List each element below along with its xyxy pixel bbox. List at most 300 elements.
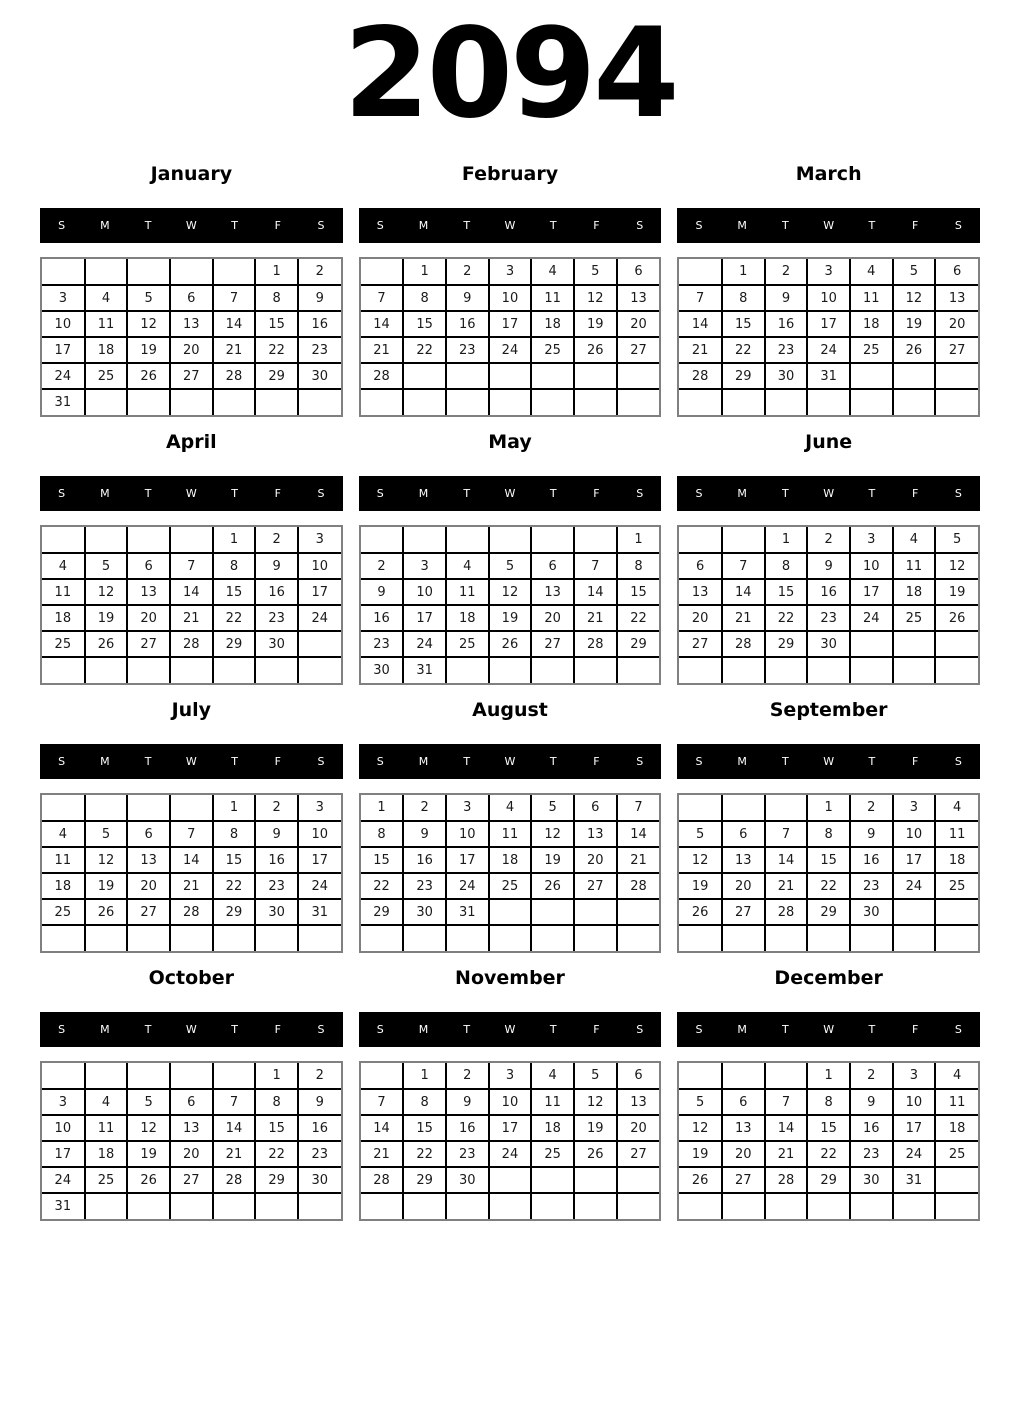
weekday-label: S <box>636 219 644 232</box>
day-cell: 5 <box>935 527 978 553</box>
empty-day-cell <box>893 899 936 925</box>
day-cell: 12 <box>935 553 978 579</box>
week-row <box>361 285 660 311</box>
day-cell: 23 <box>361 631 404 657</box>
empty-day-cell <box>807 389 850 415</box>
empty-day-cell <box>679 1063 722 1089</box>
month-title: April <box>165 431 217 453</box>
day-cell: 21 <box>213 337 256 363</box>
weekday-label: S <box>954 1023 962 1036</box>
day-cell: 8 <box>213 553 256 579</box>
empty-day-cell <box>85 1063 128 1089</box>
day-cell: 7 <box>361 285 404 311</box>
day-cell: 22 <box>722 337 765 363</box>
empty-day-cell <box>531 657 574 683</box>
month-april <box>40 430 343 685</box>
empty-day-cell <box>765 795 808 821</box>
day-cell: 19 <box>127 1141 170 1167</box>
day-cell: 14 <box>679 311 722 337</box>
day-cell: 24 <box>893 1141 936 1167</box>
empty-day-cell <box>765 1193 808 1219</box>
week-row <box>42 259 341 285</box>
day-cell: 11 <box>531 285 574 311</box>
weekday-label: T <box>868 755 876 768</box>
week-row <box>679 311 978 337</box>
week-row <box>679 821 978 847</box>
day-cell: 11 <box>850 285 893 311</box>
weekday-label: T <box>463 755 471 768</box>
day-cell: 23 <box>446 337 489 363</box>
month-grid <box>359 525 662 685</box>
weekday-label: T <box>549 1023 557 1036</box>
empty-day-cell <box>42 1063 85 1089</box>
week-row <box>679 605 978 631</box>
day-cell: 5 <box>127 1089 170 1115</box>
day-cell: 31 <box>42 389 85 415</box>
day-cell: 9 <box>255 553 298 579</box>
empty-day-cell <box>170 1193 213 1219</box>
day-cell: 31 <box>403 657 446 683</box>
weekday-header <box>40 208 343 243</box>
day-cell: 20 <box>935 311 978 337</box>
empty-day-cell <box>85 657 128 683</box>
day-cell: 23 <box>255 605 298 631</box>
empty-day-cell <box>531 925 574 951</box>
day-cell: 30 <box>255 631 298 657</box>
day-cell: 9 <box>361 579 404 605</box>
day-cell: 31 <box>446 899 489 925</box>
day-cell: 1 <box>403 259 446 285</box>
day-cell: 12 <box>85 579 128 605</box>
calendar-table <box>679 795 978 951</box>
day-cell: 13 <box>722 847 765 873</box>
month-title: September <box>769 699 888 721</box>
day-cell: 11 <box>935 821 978 847</box>
weekday-label: S <box>376 219 384 232</box>
day-cell: 10 <box>489 285 532 311</box>
day-cell: 24 <box>403 631 446 657</box>
day-cell: 30 <box>765 363 808 389</box>
day-cell: 7 <box>170 821 213 847</box>
day-cell: 8 <box>807 821 850 847</box>
day-cell: 14 <box>765 847 808 873</box>
day-cell: 8 <box>807 1089 850 1115</box>
weekday-label: S <box>58 755 66 768</box>
weekday-label: W <box>504 1023 516 1036</box>
day-cell: 19 <box>893 311 936 337</box>
day-cell: 21 <box>170 873 213 899</box>
day-cell: 3 <box>298 795 341 821</box>
weekday-label: W <box>823 219 835 232</box>
day-cell: 20 <box>617 311 660 337</box>
day-cell: 5 <box>574 259 617 285</box>
month-august <box>359 698 662 953</box>
day-cell: 5 <box>679 821 722 847</box>
day-cell: 20 <box>531 605 574 631</box>
day-cell: 12 <box>85 847 128 873</box>
weekday-header <box>40 1012 343 1047</box>
empty-day-cell <box>446 363 489 389</box>
day-cell: 16 <box>255 847 298 873</box>
day-cell: 7 <box>722 553 765 579</box>
empty-day-cell <box>574 657 617 683</box>
day-cell: 26 <box>85 899 128 925</box>
empty-day-cell <box>765 925 808 951</box>
day-cell: 30 <box>807 631 850 657</box>
week-row <box>361 527 660 553</box>
day-cell: 21 <box>361 337 404 363</box>
empty-day-cell <box>403 389 446 415</box>
day-cell: 7 <box>617 795 660 821</box>
empty-day-cell <box>298 389 341 415</box>
day-cell: 5 <box>127 285 170 311</box>
weekday-label: S <box>695 219 703 232</box>
day-cell: 18 <box>85 337 128 363</box>
day-cell: 11 <box>85 1115 128 1141</box>
empty-day-cell <box>722 1193 765 1219</box>
day-cell: 29 <box>255 363 298 389</box>
day-cell: 3 <box>893 1063 936 1089</box>
day-cell: 28 <box>213 1167 256 1193</box>
month-title: February <box>461 163 559 185</box>
day-cell: 9 <box>403 821 446 847</box>
week-row <box>361 363 660 389</box>
month-may <box>359 430 662 685</box>
weekday-label: S <box>695 755 703 768</box>
day-cell: 14 <box>361 1115 404 1141</box>
weekday-label: T <box>463 219 471 232</box>
day-cell: 17 <box>893 847 936 873</box>
month-july <box>40 698 343 953</box>
weekday-label: T <box>868 1023 876 1036</box>
day-cell: 27 <box>170 1167 213 1193</box>
day-cell: 13 <box>531 579 574 605</box>
day-cell: 3 <box>850 527 893 553</box>
empty-day-cell <box>935 363 978 389</box>
weekday-label: F <box>911 1023 919 1036</box>
empty-day-cell <box>42 657 85 683</box>
day-cell: 27 <box>935 337 978 363</box>
empty-day-cell <box>213 925 256 951</box>
month-september <box>677 698 980 953</box>
weekday-label: F <box>911 219 919 232</box>
empty-day-cell <box>722 925 765 951</box>
day-cell: 8 <box>213 821 256 847</box>
week-row <box>361 259 660 285</box>
day-cell: 9 <box>446 285 489 311</box>
day-cell: 30 <box>446 1167 489 1193</box>
empty-day-cell <box>170 795 213 821</box>
year-title: 2094 <box>343 2 677 146</box>
empty-day-cell <box>935 389 978 415</box>
day-cell: 24 <box>446 873 489 899</box>
day-cell: 9 <box>446 1089 489 1115</box>
day-cell: 22 <box>765 605 808 631</box>
weekday-label: M <box>737 1023 747 1036</box>
day-cell: 23 <box>850 1141 893 1167</box>
weekday-label: W <box>185 1023 197 1036</box>
month-grid <box>359 793 662 953</box>
day-cell: 28 <box>213 363 256 389</box>
weekday-label: T <box>549 219 557 232</box>
empty-day-cell <box>361 389 404 415</box>
day-cell: 15 <box>213 847 256 873</box>
empty-day-cell <box>935 631 978 657</box>
day-cell: 12 <box>679 1115 722 1141</box>
day-cell: 21 <box>574 605 617 631</box>
day-cell: 31 <box>42 1193 85 1219</box>
day-cell: 28 <box>170 631 213 657</box>
weekday-header <box>359 1012 662 1047</box>
day-cell: 22 <box>255 1141 298 1167</box>
week-row <box>361 1141 660 1167</box>
weekday-label: W <box>823 1023 835 1036</box>
day-cell: 14 <box>361 311 404 337</box>
day-cell: 30 <box>255 899 298 925</box>
week-row <box>679 1141 978 1167</box>
calendar-table <box>679 259 978 415</box>
day-cell: 7 <box>213 285 256 311</box>
weekday-label: W <box>504 219 516 232</box>
empty-day-cell <box>850 363 893 389</box>
week-row <box>361 1089 660 1115</box>
weekday-label: S <box>636 487 644 500</box>
day-cell: 21 <box>765 1141 808 1167</box>
day-cell: 16 <box>850 847 893 873</box>
day-cell: 28 <box>765 899 808 925</box>
day-cell: 9 <box>765 285 808 311</box>
month-october <box>40 966 343 1221</box>
week-row <box>679 657 978 683</box>
empty-day-cell <box>489 1167 532 1193</box>
day-cell: 4 <box>446 553 489 579</box>
weekday-label: S <box>695 487 703 500</box>
empty-day-cell <box>807 925 850 951</box>
day-cell: 30 <box>361 657 404 683</box>
week-row <box>679 337 978 363</box>
day-cell: 6 <box>722 821 765 847</box>
calendar-table <box>42 1063 341 1219</box>
week-row <box>679 899 978 925</box>
day-cell: 13 <box>170 1115 213 1141</box>
day-cell: 1 <box>255 1063 298 1089</box>
week-row <box>361 1115 660 1141</box>
weekday-header <box>40 744 343 779</box>
empty-day-cell <box>531 527 574 553</box>
day-cell: 20 <box>574 847 617 873</box>
weekday-label: T <box>463 487 471 500</box>
week-row <box>361 605 660 631</box>
day-cell: 7 <box>765 1089 808 1115</box>
empty-day-cell <box>255 1193 298 1219</box>
empty-day-cell <box>893 925 936 951</box>
weekday-label: F <box>593 1023 600 1036</box>
day-cell: 17 <box>807 311 850 337</box>
day-cell: 16 <box>765 311 808 337</box>
day-cell: 10 <box>42 1115 85 1141</box>
month-grid <box>40 793 343 953</box>
weekday-label: T <box>231 1023 238 1036</box>
week-row <box>361 1167 660 1193</box>
empty-day-cell <box>85 259 128 285</box>
weekday-label: S <box>376 487 384 500</box>
day-cell: 12 <box>893 285 936 311</box>
day-cell: 27 <box>722 899 765 925</box>
day-cell: 1 <box>403 1063 446 1089</box>
day-cell: 3 <box>489 259 532 285</box>
weekday-header <box>359 208 662 243</box>
empty-day-cell <box>679 657 722 683</box>
empty-day-cell <box>255 389 298 415</box>
day-cell: 29 <box>213 899 256 925</box>
day-cell: 2 <box>850 1063 893 1089</box>
empty-day-cell <box>765 1063 808 1089</box>
empty-day-cell <box>42 259 85 285</box>
weekday-label: M <box>418 219 429 232</box>
day-cell: 16 <box>298 1115 341 1141</box>
day-cell: 1 <box>807 795 850 821</box>
day-cell: 27 <box>574 873 617 899</box>
empty-day-cell <box>617 1167 660 1193</box>
week-row <box>679 1193 978 1219</box>
day-cell: 14 <box>213 311 256 337</box>
empty-day-cell <box>850 389 893 415</box>
weekday-label: M <box>100 755 110 768</box>
week-row <box>42 1141 341 1167</box>
month-grid <box>40 257 343 417</box>
day-cell: 9 <box>850 821 893 847</box>
day-cell: 15 <box>403 311 446 337</box>
month-february <box>359 162 662 417</box>
week-row <box>42 873 341 899</box>
weekday-label: W <box>823 755 835 768</box>
week-row <box>42 631 341 657</box>
week-row <box>361 657 660 683</box>
weekday-label: T <box>231 487 238 500</box>
day-cell: 17 <box>489 311 532 337</box>
week-row <box>679 631 978 657</box>
day-cell: 4 <box>531 259 574 285</box>
day-cell: 22 <box>403 1141 446 1167</box>
day-cell: 14 <box>722 579 765 605</box>
weekday-label: W <box>504 487 516 500</box>
empty-day-cell <box>127 389 170 415</box>
day-cell: 19 <box>85 605 128 631</box>
empty-day-cell <box>213 259 256 285</box>
day-cell: 29 <box>807 899 850 925</box>
day-cell: 19 <box>127 337 170 363</box>
weekday-label: T <box>782 219 789 232</box>
weekday-label: S <box>954 755 962 768</box>
day-cell: 19 <box>574 311 617 337</box>
day-cell: 6 <box>127 821 170 847</box>
empty-day-cell <box>85 925 128 951</box>
week-row <box>42 899 341 925</box>
empty-day-cell <box>361 925 404 951</box>
month-grid <box>40 525 343 685</box>
weekday-header <box>677 476 980 511</box>
weekday-label: F <box>593 219 600 232</box>
empty-day-cell <box>170 925 213 951</box>
day-cell: 18 <box>935 847 978 873</box>
day-cell: 6 <box>935 259 978 285</box>
day-cell: 14 <box>213 1115 256 1141</box>
day-cell: 17 <box>42 337 85 363</box>
empty-day-cell <box>935 1193 978 1219</box>
day-cell: 14 <box>617 821 660 847</box>
empty-day-cell <box>213 1063 256 1089</box>
day-cell: 30 <box>850 1167 893 1193</box>
day-cell: 20 <box>722 1141 765 1167</box>
empty-day-cell <box>127 925 170 951</box>
empty-day-cell <box>765 389 808 415</box>
day-cell: 23 <box>298 337 341 363</box>
empty-day-cell <box>170 657 213 683</box>
empty-day-cell <box>446 1193 489 1219</box>
month-title: January <box>150 163 233 185</box>
week-row <box>42 657 341 683</box>
month-title: November <box>455 967 565 989</box>
weekday-label: W <box>185 755 197 768</box>
day-cell: 31 <box>807 363 850 389</box>
day-cell: 25 <box>446 631 489 657</box>
week-row <box>42 337 341 363</box>
day-cell: 10 <box>807 285 850 311</box>
empty-day-cell <box>850 657 893 683</box>
day-cell: 12 <box>127 311 170 337</box>
empty-day-cell <box>489 527 532 553</box>
empty-day-cell <box>850 925 893 951</box>
empty-day-cell <box>170 1063 213 1089</box>
day-cell: 8 <box>255 1089 298 1115</box>
day-cell: 11 <box>489 821 532 847</box>
week-row <box>42 1063 341 1089</box>
empty-day-cell <box>361 1063 404 1089</box>
weekday-label: T <box>231 219 238 232</box>
day-cell: 18 <box>42 873 85 899</box>
empty-day-cell <box>850 1193 893 1219</box>
weekday-label: F <box>274 219 281 232</box>
weekday-label: W <box>504 755 516 768</box>
day-cell: 17 <box>42 1141 85 1167</box>
day-cell: 12 <box>127 1115 170 1141</box>
week-row <box>42 605 341 631</box>
week-row <box>679 259 978 285</box>
day-cell: 13 <box>935 285 978 311</box>
day-cell: 19 <box>531 847 574 873</box>
day-cell: 20 <box>617 1115 660 1141</box>
empty-day-cell <box>255 657 298 683</box>
weekday-label: T <box>782 1023 789 1036</box>
day-cell: 1 <box>213 795 256 821</box>
day-cell: 5 <box>531 795 574 821</box>
day-cell: 4 <box>85 1089 128 1115</box>
day-cell: 25 <box>935 873 978 899</box>
day-cell: 13 <box>170 311 213 337</box>
day-cell: 31 <box>893 1167 936 1193</box>
empty-day-cell <box>85 527 128 553</box>
day-cell: 5 <box>679 1089 722 1115</box>
day-cell: 13 <box>679 579 722 605</box>
empty-day-cell <box>85 389 128 415</box>
day-cell: 24 <box>42 363 85 389</box>
day-cell: 28 <box>170 899 213 925</box>
day-cell: 21 <box>213 1141 256 1167</box>
day-cell: 6 <box>679 553 722 579</box>
weekday-label: S <box>58 1023 66 1036</box>
day-cell: 20 <box>170 1141 213 1167</box>
day-cell: 11 <box>935 1089 978 1115</box>
